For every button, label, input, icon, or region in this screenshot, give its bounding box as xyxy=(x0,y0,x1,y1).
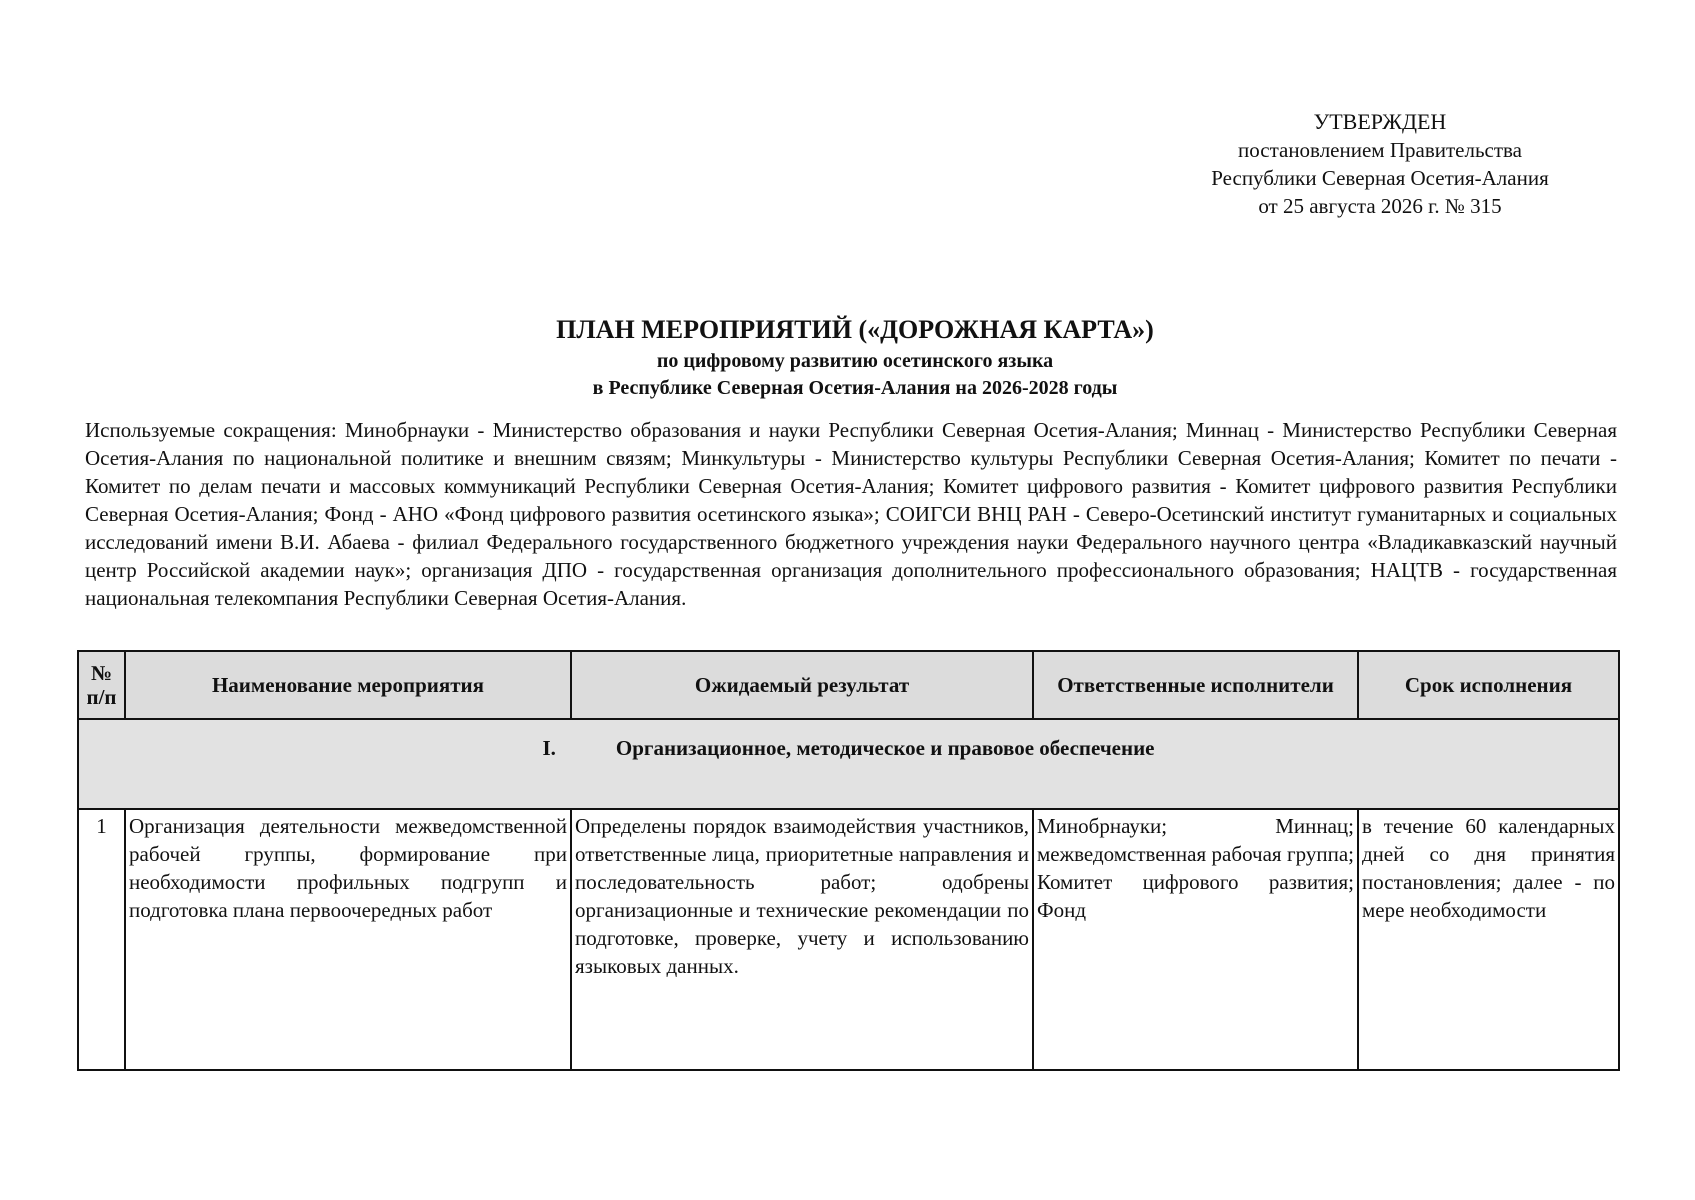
section-cell xyxy=(78,719,1619,809)
approval-heading: УТВЕРЖДЕН xyxy=(1313,109,1447,134)
approval-line-2: Республики Северная Осетия-Алания xyxy=(1211,166,1549,190)
plan-table xyxy=(77,650,1620,1071)
document-title xyxy=(80,312,1630,402)
approval-line-3: от 25 августа 2026 г. № 315 xyxy=(1258,194,1502,218)
row-name: Организация деятельности межведомственной рабочей группы, формирование при необходимости профильных подгрупп и подготовка плана первоочередных работ xyxy=(125,809,571,1070)
title-subtitle-1: по цифровому развитию осетинского языка xyxy=(656,350,1054,372)
header-number xyxy=(78,651,125,719)
approval-stamp xyxy=(1160,108,1600,220)
section-title: Организационное, методическое и правовое обеспечение xyxy=(615,736,1155,760)
row-number: 1 xyxy=(78,809,125,1070)
row-responsible: Минобрнауки; Миннац; межведомственная рабочая группа; Комитет цифрового развития; Фонд xyxy=(1033,809,1358,1070)
header-number-line1: № xyxy=(90,661,113,685)
row-result: Определены порядок взаимодействия участников, ответственные лица, приоритетные направления и последовательность работ; одобрены организационные и технические рекомендации по подготовке, проверке, учету и использованию языковых данных. xyxy=(571,809,1033,1070)
title-main: ПЛАН МЕРОПРИЯТИЙ («ДОРОЖНАЯ КАРТА») xyxy=(556,315,1154,344)
section-row xyxy=(78,719,1619,809)
table-header-row xyxy=(78,651,1619,719)
header-result: Ожидаемый результат xyxy=(571,651,1033,719)
approval-line-1: постановлением Правительства xyxy=(1237,138,1522,162)
header-responsible: Ответственные исполнители xyxy=(1033,651,1358,719)
abbreviations-paragraph: Используемые сокращения: Минобрнауки - Министерство образования и науки Республики Северная Осетия-Алания; Миннац - Министерство Республики Северная Осетия-Алания по национальной политике и внешним связям; Минкультуры - Министерство культуры Республики Северная Осетия-Алания; Комитет по печати - Комитет по делам печати и массовых коммуникаций Республики Северная Осетия-Алания; Комитет цифрового развития - Комитет цифрового развития Республики Северная Осетия-Алания; Фонд - АНО «Фонд цифрового развития осетинского языка»; СОИГСИ ВНЦ РАН - Северо-Осетинский институт гуманитарных и социальных исследований имени В.И. Абаева - филиал Федерального государственного бюджетного учреждения науки Федерального научного центра «Владикавказский научный центр Российской академии наук»; организация ДПО - государственная организация дополнительного профессионального образования; НАЦТВ - государственная национальная телекомпания Республики Северная Осетия-Алания. xyxy=(85,418,1617,610)
header-number-line2: п/п xyxy=(86,685,117,709)
title-subtitle-2: в Республике Северная Осетия-Алания на 2026-2028 годы xyxy=(592,377,1118,399)
row-deadline: в течение 60 календарных дней со дня принятия постановления; далее - по мере необходимости xyxy=(1358,809,1619,1070)
section-number: I. xyxy=(542,736,556,760)
header-name: Наименование мероприятия xyxy=(125,651,571,719)
header-deadline: Срок исполнения xyxy=(1358,651,1619,719)
table-row xyxy=(78,809,1619,1070)
